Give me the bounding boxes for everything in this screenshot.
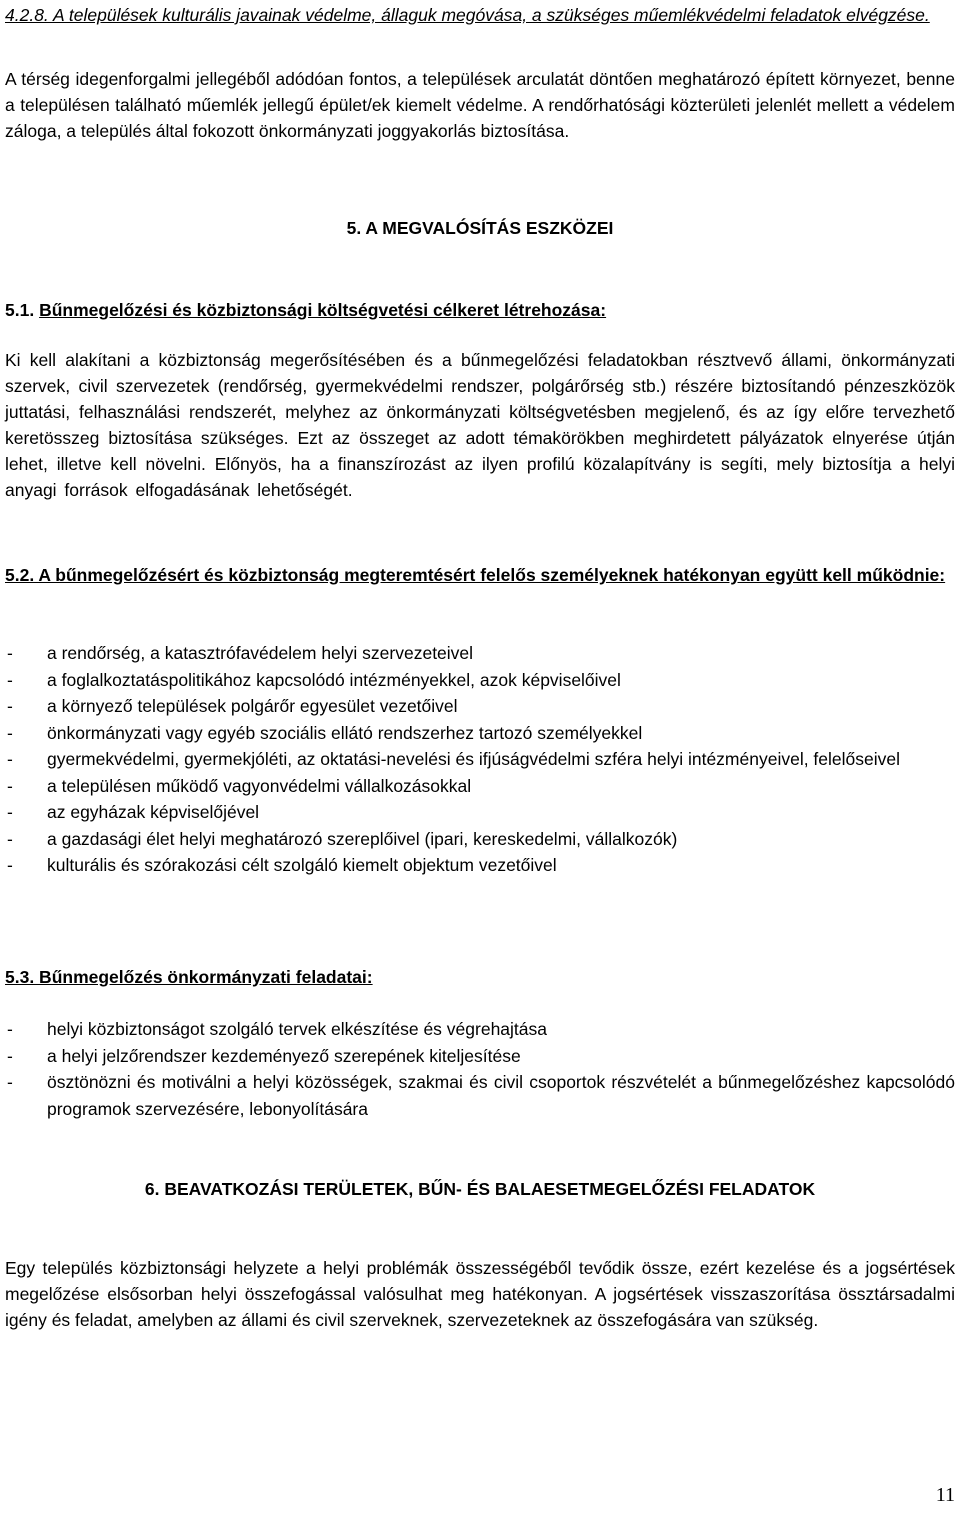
heading-5-1-title: Bűnmegelőzési és közbiztonsági költségvetési célkeret létrehozása: (39, 300, 607, 320)
dash-bullet: - (7, 722, 13, 743)
list-item-text: a környező települések polgárőr egyesület vezetőivel (47, 696, 458, 716)
list-item (5, 826, 955, 853)
paragraph-5-1: Ki kell alakítani a közbiztonság megerősítésében és a bűnmegelőzési feladatokban résztvevő állami, önkormányzati szervek, civil szervezetek (rendőrség, gyermekvédelmi rendszer, polgárőrség stb.) részére biztosítandó pénzeszközök juttatási, felhasználási rendszerét, melyhez az önkormányzati költségvetésben megjelenő, és az így előre tervezhető keretösszeg biztosítása szükséges. Ezt az összeget az adott témakörökben meghirdetett pályázatok elnyerése útján lehet, illetve kell növelni. Előnyös, ha a finanszírozást az ilyen profilú közalapítvány is segíti, mely biztosítja a helyi anyagi források elfogadásának lehetőségét. (5, 350, 955, 500)
dash-bullet: - (7, 775, 13, 796)
heading-5-1-number: 5.1. (5, 300, 35, 320)
list-item (5, 693, 955, 720)
heading-5-1 (5, 297, 955, 323)
dash-bullet: - (7, 669, 13, 690)
dash-bullet: - (7, 1019, 13, 1039)
dash-bullet: - (7, 643, 13, 663)
list-item-text: a településen működő vagyonvédelmi vállalkozásokkal (47, 775, 472, 796)
list-item-text: kulturális és szórakozási célt szolgáló kiemelt objektum vezetőivel (47, 855, 557, 875)
list-item (5, 799, 955, 826)
list-5-3 (5, 1016, 955, 1122)
list-5-2 (5, 640, 955, 879)
dash-bullet: - (7, 828, 13, 849)
list-item-text: ösztönözni és motiválni a helyi közösségek, szakmai és civil csoportok részvételét a bűnmegelőzéshez kapcsolódó programok szervezésére, lebonyolítására (47, 1072, 955, 1119)
document-page (5, 0, 955, 1513)
list-item-text: helyi közbiztonságot szolgáló tervek elkészítése és végrehajtása (47, 1019, 547, 1039)
list-item (5, 640, 955, 667)
list-item-text: gyermekvédelmi, gyermekjóléti, az oktatási-nevelési és ifjúságvédelmi szféra helyi intézményeivel, felelőseivel (47, 749, 901, 769)
list-item (5, 720, 955, 747)
list-item-text: a gazdasági élet helyi meghatározó szereplőivel (ipari, kereskedelmi, vállalkozók) (47, 828, 678, 849)
list-item (5, 852, 955, 879)
page-number: 11 (935, 1484, 955, 1506)
section-6-title: 6. BEAVATKOZÁSI TERÜLETEK, BŰN- ÉS BALAESETMEGELŐZÉSI FELADATOK (144, 1179, 816, 1199)
paragraph-4-2-8: A térség idegenforgalmi jellegéből adódóan fontos, a települések arculatát döntően meghatározó épített környezet, benne a településen található műemlék jellegű épület/ek kiemelt védelme. A rendőrhatósági közterületi jelenlét mellett a védelem záloga, a település által fokozott önkormányzati joggyakorlás biztosítása. (5, 69, 955, 141)
heading-5-3: 5.3. Bűnmegelőzés önkormányzati feladatai: (5, 967, 373, 987)
list-item (5, 667, 955, 694)
dash-bullet: - (7, 696, 13, 716)
list-item-text: önkormányzati vagy egyéb szociális ellátó rendszerhez tartozó személyekkel (47, 722, 643, 743)
heading-4-2-8: 4.2.8. A települések kulturális javainak védelme, állaguk megóvása, a szükséges műemlékvédelmi feladatok elvégzése. (5, 5, 930, 25)
list-item-text: az egyházak képviselőjével (47, 802, 260, 822)
paragraph-6: Egy település közbiztonsági helyzete a helyi problémák összességéből tevődik össze, ezért kezelése és a jogsértések megelőzése elsősorban helyi összefogással valósulhat meg hatékonyan. A jogsértések visszaszorítása össztársadalmi igény és feladat, amelyben az állami és civil szerveknek, szervezeteknek az összefogására van szükség. (5, 1258, 955, 1330)
list-item-text: a helyi jelzőrendszer kezdeményező szerepének kiteljesítése (47, 1045, 521, 1066)
list-item-text: a foglalkoztatáspolitikához kapcsolódó intézményekkel, azok képviselőivel (47, 669, 621, 690)
dash-bullet: - (7, 802, 13, 822)
list-item (5, 1043, 955, 1070)
dash-bullet: - (7, 749, 13, 769)
dash-bullet: - (7, 1072, 13, 1092)
list-item (5, 773, 955, 800)
list-item (5, 1016, 955, 1043)
list-item (5, 1069, 955, 1122)
list-item-text: a rendőrség, a katasztrófavédelem helyi szervezeteivel (47, 643, 474, 663)
section-5-title: 5. A MEGVALÓSÍTÁS ESZKÖZEI (346, 218, 614, 238)
dash-bullet: - (7, 1045, 13, 1066)
dash-bullet: - (7, 855, 13, 875)
heading-5-2: 5.2. A bűnmegelőzésért és közbiztonság megteremtésért felelős személyeknek hatékonyan együtt kell működnie: (5, 565, 946, 585)
list-item (5, 746, 955, 773)
